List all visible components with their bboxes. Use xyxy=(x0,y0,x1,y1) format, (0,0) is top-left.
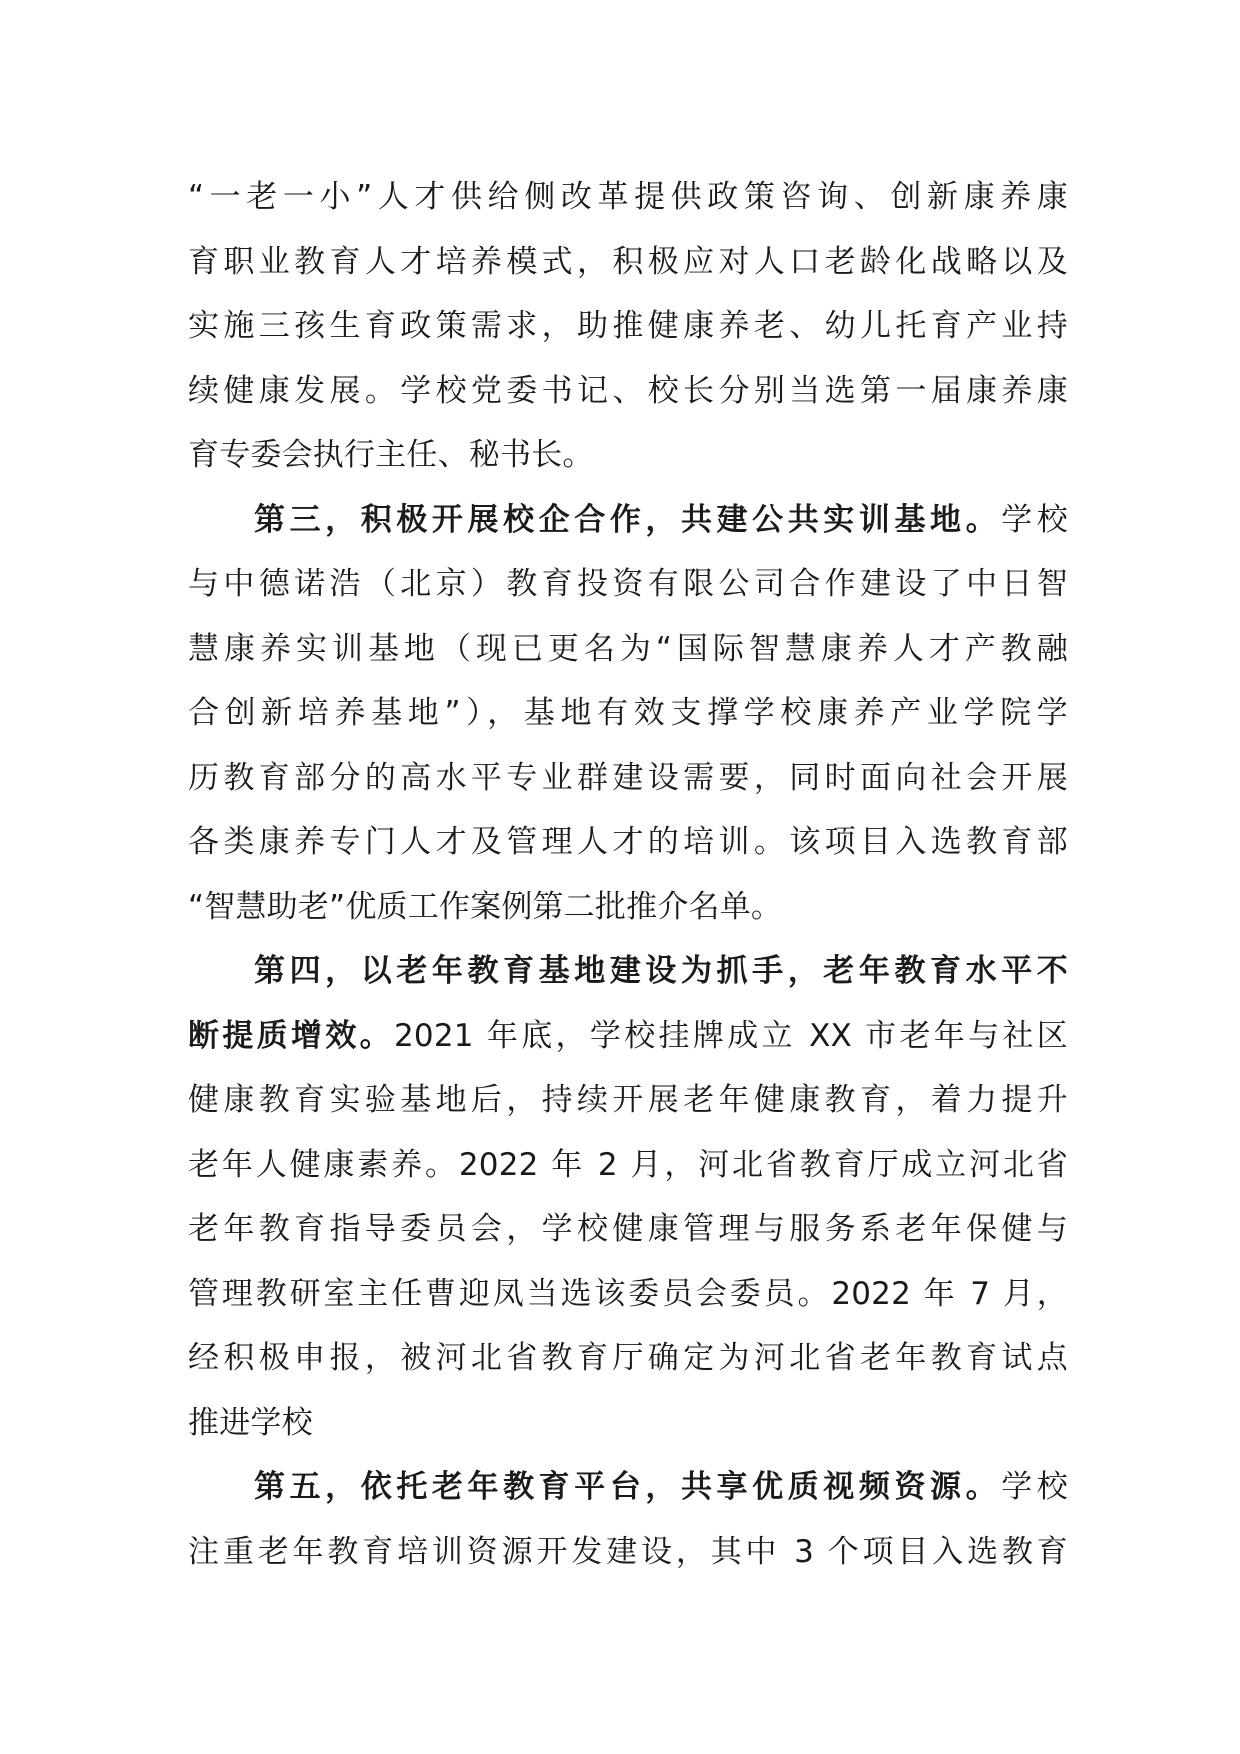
paragraph-3-line-6: 管理教研室主任曹迎凤当选该委员会委员。2022 年 7 月， xyxy=(188,1275,1068,1312)
paragraph-1-line-3: 实施三孩生育政策需求，助推健康养老、幼儿托育产业持 xyxy=(188,308,1068,344)
paragraph-4-first-line-rest: 学校 xyxy=(1001,1469,1069,1505)
paragraph-2-line-5: 历教育部分的高水平专业群建设需要，同时面向社会开展 xyxy=(188,759,1068,796)
paragraph-3-line-2 xyxy=(188,1004,1068,1069)
paragraph-1-line-1: “一老一小”人才供给侧改革提供政策咨询、创新康养康 xyxy=(188,179,1068,215)
paragraph-2-line-6: 各类康养专门人才及管理人才的培训。该项目入选教育部 xyxy=(188,824,1068,860)
paragraph-3-line-8: 推进学校 xyxy=(188,1404,313,1441)
paragraph-3-heading-line-1: 第四，以老年教育基地建设为抓手，老年教育水平不 xyxy=(254,953,1068,989)
paragraph-3-heading-line-2: 断提质增效。 xyxy=(188,1017,394,1054)
paragraph-2-line-7: “智慧助老”优质工作案例第二批推介名单。 xyxy=(188,888,783,925)
paragraph-2-line-1 xyxy=(188,488,1068,553)
paragraph-1-line-2: 育职业教育人才培养模式，积极应对人口老龄化战略以及 xyxy=(188,243,1068,280)
paragraph-4-line-2: 注重老年教育培训资源开发建设，其中 3 个项目入选教育 xyxy=(188,1533,1068,1570)
paragraph-1-line-5: 育专委会执行主任、秘书长。 xyxy=(188,437,594,473)
paragraph-4-heading: 第五，依托老年教育平台，共享优质视频资源。 xyxy=(254,1469,1002,1505)
paragraph-3-line-3: 健康教育实验基地后，持续开展老年健康教育，着力提升 xyxy=(188,1082,1068,1118)
document-body xyxy=(188,165,1068,1584)
paragraph-3-line-5: 老年教育指导委员会，学校健康管理与服务系老年保健与 xyxy=(188,1211,1068,1247)
paragraph-2-first-line-rest: 学校 xyxy=(1001,501,1069,538)
paragraph-3-line-7: 经积极申报，被河北省教育厅确定为河北省老年教育试点 xyxy=(188,1340,1068,1376)
paragraph-2-line-3: 慧康养实训基地（现已更名为“国际智慧康养人才产教融 xyxy=(188,630,1068,667)
paragraph-1-line-4: 续健康发展。学校党委书记、校长分别当选第一届康养康 xyxy=(188,372,1068,409)
paragraph-2-line-2: 与中德诺浩（北京）教育投资有限公司合作建设了中日智 xyxy=(188,566,1068,602)
paragraph-3-line-4: 老年人健康素养。2022 年 2 月，河北省教育厅成立河北省 xyxy=(188,1146,1068,1183)
paragraph-3-second-line-rest: 2021 年底，学校挂牌成立 XX 市老年与社区 xyxy=(394,1017,1068,1054)
paragraph-2-line-4: 合创新培养基地”），基地有效支撑学校康养产业学院学 xyxy=(188,695,1068,731)
paragraph-2-heading: 第三，积极开展校企合作，共建公共实训基地。 xyxy=(254,501,1002,538)
paragraph-4-line-1 xyxy=(188,1455,1068,1520)
